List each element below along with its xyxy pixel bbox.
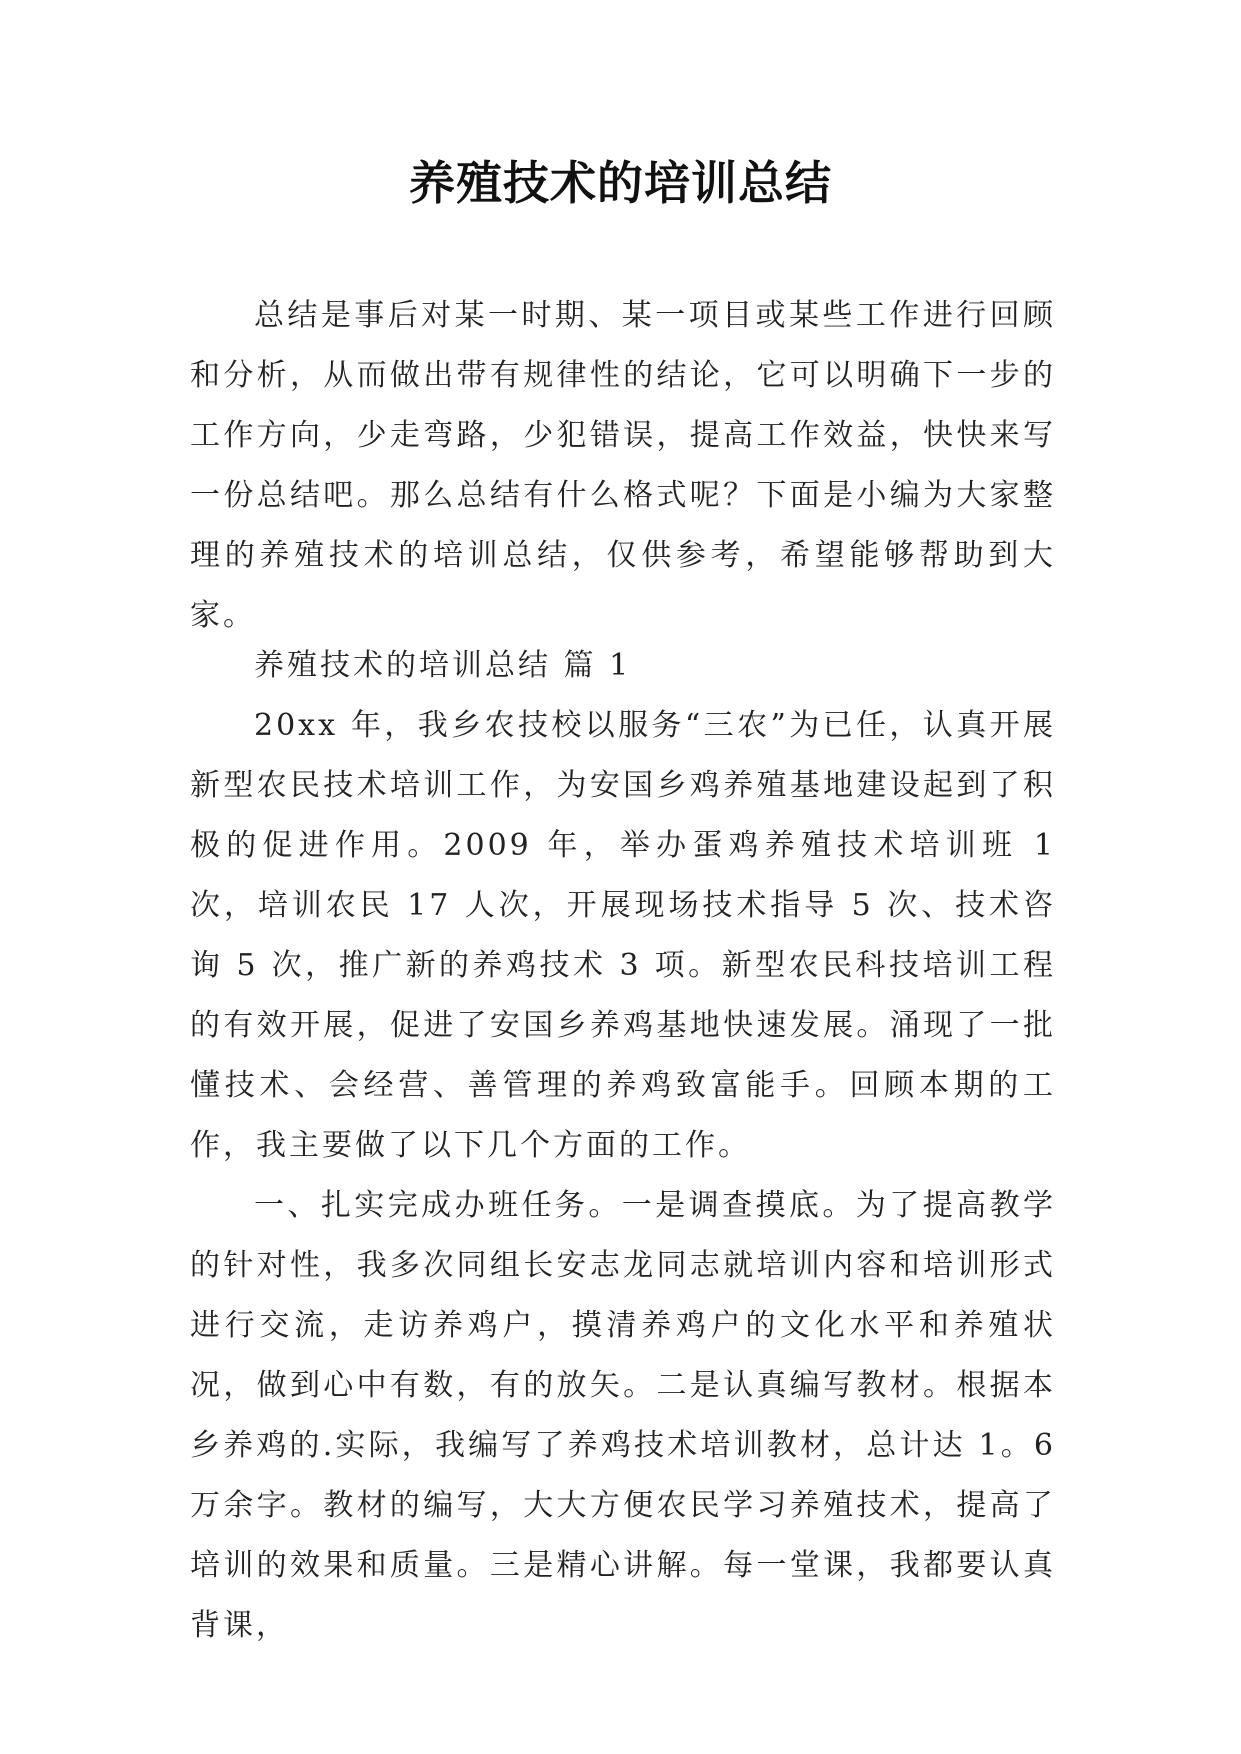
- document-title: 养殖技术的培训总结: [409, 156, 832, 210]
- intro-paragraph: 总结是事后对某一时期、某一项目或某些工作进行回顾和分析，从而做出带有规律性的结论，它可以明确下一步的工作方向，少走弯路，少犯错误，提高工作效益，快快来写一份总结吧。那么总结有什么格式呢？下面是小编为大家整理的养殖技术的培训总结，仅供参考，希望能够帮助到大家。: [190, 298, 1056, 633]
- body-paragraph: 20xx 年，我乡农技校以服务“三农”为已任，认真开展新型农民技术培训工作，为安国乡鸡养殖基地建设起到了积极的促进作用。2009 年，举办蛋鸡养殖技术培训班 1 次，培训农民 17 人次，开展现场技术指导 5 次、技术咨询 5 次，推广新的养鸡技术 3 项。新型农民科技培训工程的有效开展，促进了安国乡养鸡基地快速发展。涌现了一批懂技术、会经营、善管理的养鸡致富能手。回顾本期的工作，我主要做了以下几个方面的工作。: [190, 708, 1056, 1163]
- section-heading: 养殖技术的培训总结 篇 1: [254, 648, 632, 683]
- body-paragraph: 一、扎实完成办班任务。一是调查摸底。为了提高教学的针对性，我多次同组长安志龙同志就培训内容和培训形式进行交流，走访养鸡户，摸清养鸡户的文化水平和养殖状况，做到心中有数，有的放矢。二是认真编写教材。根据本乡养鸡的.实际，我编写了养鸡技术培训教材，总计达 1。6 万余字。教材的编写，大大方便农民学习养殖技术，提高了培训的效果和质量。三是精心讲解。每一堂课，我都要认真背课，: [190, 1188, 1056, 1643]
